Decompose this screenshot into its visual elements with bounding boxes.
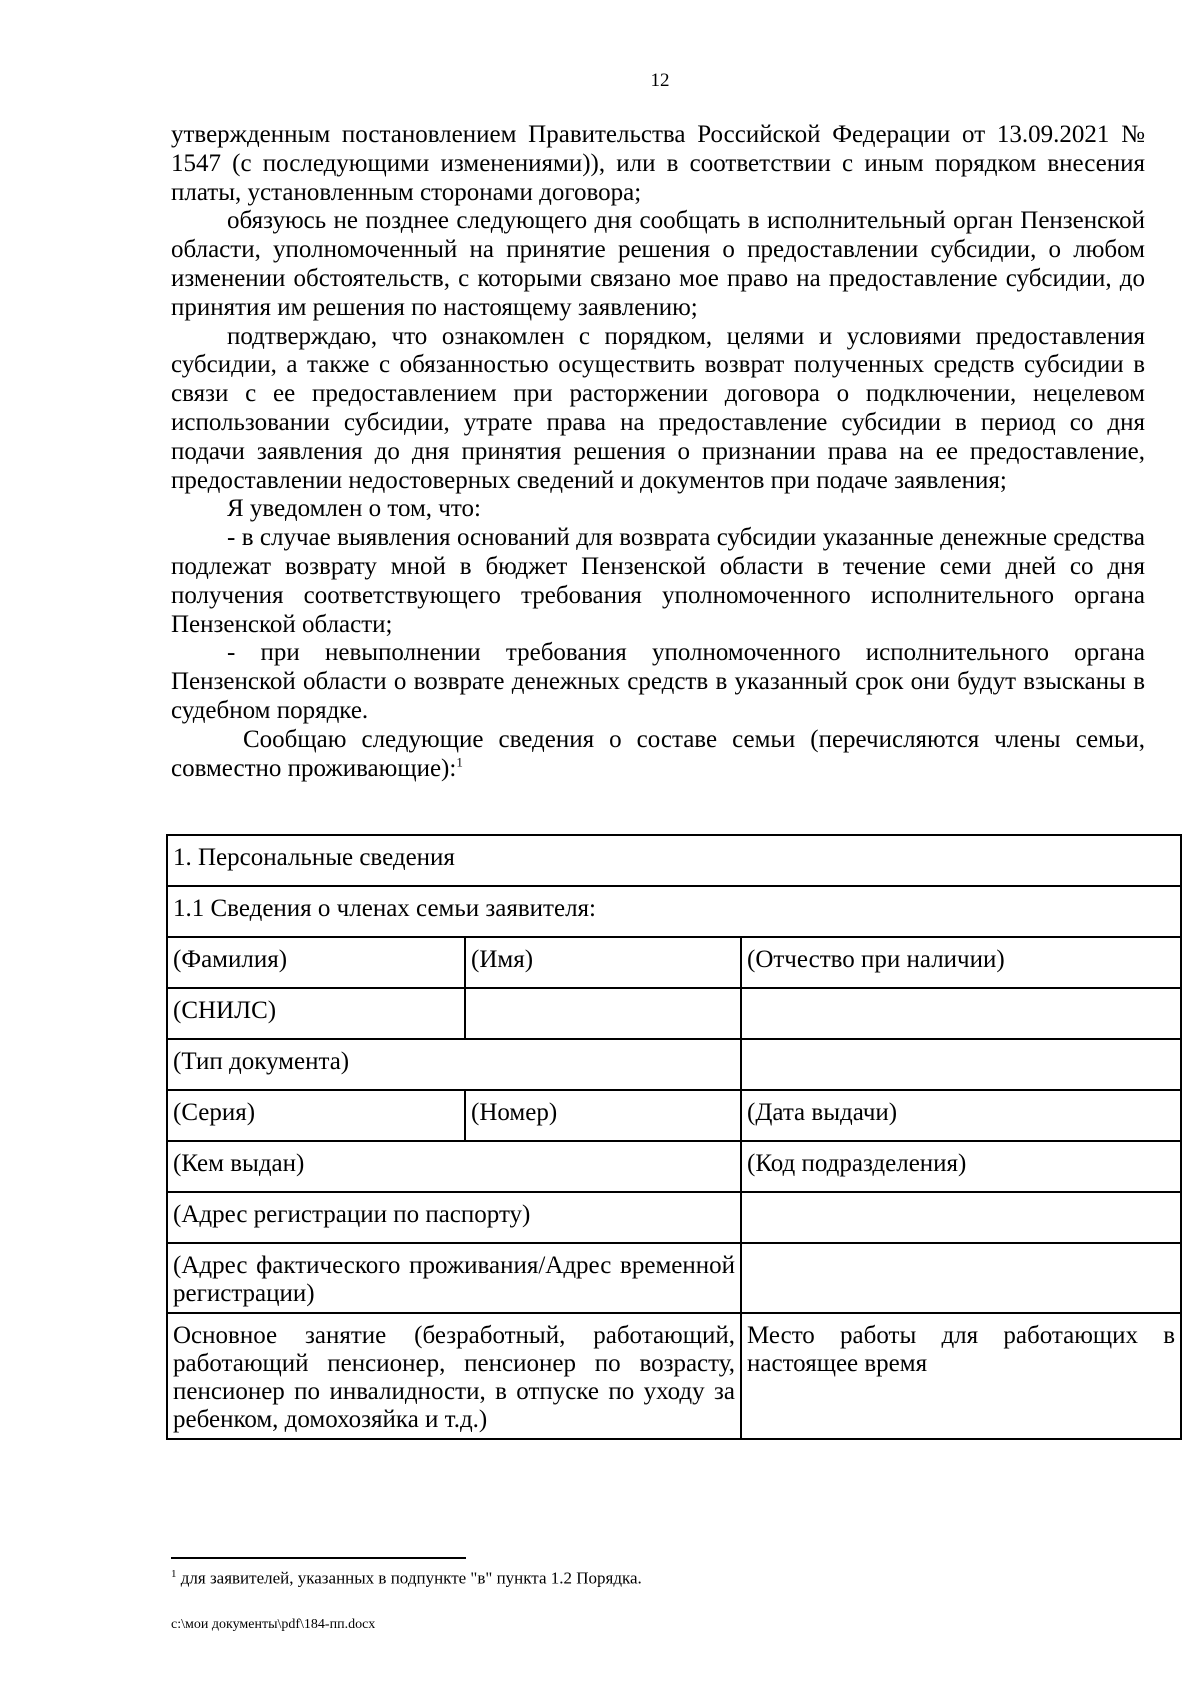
table-row	[167, 835, 1181, 886]
paragraph-court-recovery: - при невыполнении требования уполномоченного исполнительного органа Пензенской области о возврате денежных средств в указанный срок они будут взысканы в судебном порядке.	[171, 639, 1145, 724]
family-info-text: Сообщаю следующие сведения о составе семьи (перечисляются члены семьи, совместно проживающие):	[171, 725, 1145, 782]
family-member-table	[166, 834, 1182, 1440]
empty-cell[interactable]	[741, 988, 1181, 1039]
footnote-mark: 1	[171, 1568, 177, 1580]
body-text	[171, 121, 1145, 783]
occupation-field[interactable]: Основное занятие (безработный, работающий, работающий пенсионер, пенсионер по возрасту, пенсионер по инвалидности, в отпуске по уходу за ребенком, домохозяйка и т.д.)	[167, 1313, 741, 1439]
section-title-cell: 1. Персональные сведения	[167, 835, 1181, 886]
paragraph-confirmation: подтверждаю, что ознакомлен с порядком, целями и условиями предоставления субсидии, а также с обязанностью осуществить возврат полученных средств субсидии в связи с ее предоставлением при расторжении договора о подключении, нецелевом использовании субсидии, утрате права на предоставление субсидии в период со дня подачи заявления до дня принятия решения о признании права на ее предоставление, предоставлении недостоверных сведений и документов при подаче заявления;	[171, 322, 1145, 494]
table-row	[167, 937, 1181, 988]
table-row	[167, 1243, 1181, 1313]
registration-address-field[interactable]: (Адрес регистрации по паспорту)	[167, 1192, 741, 1243]
patronymic-field[interactable]: (Отчество при наличии)	[741, 937, 1181, 988]
empty-cell[interactable]	[741, 1039, 1181, 1090]
table-row	[167, 1039, 1181, 1090]
issued-by-field[interactable]: (Кем выдан)	[167, 1141, 741, 1192]
number-field[interactable]: (Номер)	[465, 1090, 741, 1141]
paragraph-notified: Я уведомлен о том, что:	[227, 495, 481, 523]
empty-cell[interactable]	[741, 1192, 1181, 1243]
file-path: c:\мои документы\pdf\184-пп.docx	[171, 1617, 376, 1632]
paragraph-obligation-notify: обязуюсь не позднее следующего дня сообщать в исполнительный орган Пензенской области, уполномоченный на принятие решения о предоставлении субсидии, о любом изменении обстоятельств, с которыми связано мое право на предоставление субсидии, до принятия им решения по настоящему заявлению;	[171, 207, 1145, 321]
actual-address-field[interactable]: (Адрес фактического проживания/Адрес временной регистрации)	[167, 1243, 741, 1313]
footnote-text: для заявителей, указанных в подпункте "в" пункта 1.2 Порядка.	[176, 1568, 642, 1588]
subsection-title-cell: 1.1 Сведения о членах семьи заявителя:	[167, 886, 1181, 937]
empty-cell[interactable]	[741, 1243, 1181, 1313]
footnote-separator	[171, 1557, 466, 1559]
footnote-reference: 1	[456, 754, 463, 770]
page-number: 12	[650, 70, 670, 91]
paragraph-refund-case: - в случае выявления оснований для возврата субсидии указанные денежные средства подлежат возврату мной в бюджет Пензенской области в течение семи дней со дня получения соответствующего требования уполномоченного исполнительного органа Пензенской области;	[171, 524, 1145, 638]
division-code-field[interactable]: (Код подразделения)	[741, 1141, 1181, 1192]
table-row	[167, 1090, 1181, 1141]
empty-cell[interactable]	[465, 988, 741, 1039]
table-row	[167, 1141, 1181, 1192]
table-row	[167, 1313, 1181, 1439]
table-row	[167, 988, 1181, 1039]
first-name-field[interactable]: (Имя)	[465, 937, 741, 988]
snils-field[interactable]: (СНИЛС)	[167, 988, 465, 1039]
last-name-field[interactable]: (Фамилия)	[167, 937, 465, 988]
paragraph-family-info	[171, 726, 1145, 784]
paragraph-payment-order: утвержденным постановлением Правительства Российской Федерации от 13.09.2021 № 1547 (с последующими изменениями)), или в соответствии с иным порядком внесения платы, установленным сторонами договора;	[171, 121, 1145, 206]
table-row	[167, 886, 1181, 937]
footnote	[171, 1568, 642, 1589]
issue-date-field[interactable]: (Дата выдачи)	[741, 1090, 1181, 1141]
series-field[interactable]: (Серия)	[167, 1090, 465, 1141]
table-row	[167, 1192, 1181, 1243]
workplace-field[interactable]: Место работы для работающих в настоящее время	[741, 1313, 1181, 1439]
document-type-field[interactable]: (Тип документа)	[167, 1039, 741, 1090]
